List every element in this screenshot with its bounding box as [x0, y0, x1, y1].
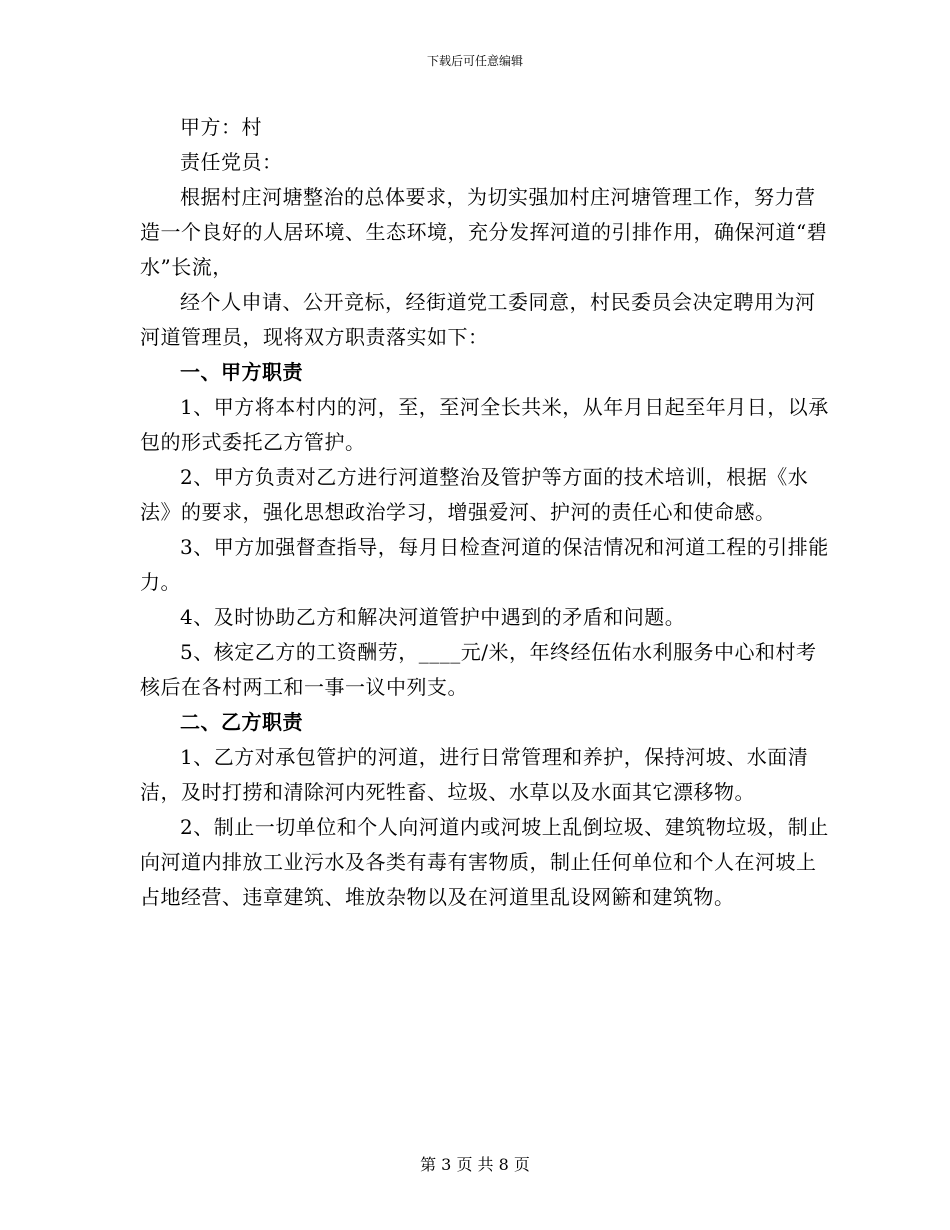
section-heading-party-a: 一、甲方职责: [180, 360, 303, 384]
party-a-item-5: 5、核定乙方的工资酬劳，____元/米，年终经伍佑水利服务中心和村考核后在各村两工和一事一议中列支。: [140, 640, 817, 699]
appointment-paragraph: 经个人申请、公开竞标，经街道党工委同意，村民委员会决定聘用为河河道管理员，现将双方职责落实如下：: [140, 290, 816, 349]
party-a-item-3: 3、甲方加强督查指导，每月日检查河道的保洁情况和河道工程的引排能力。: [140, 535, 829, 594]
party-a-item-4: 4、及时协助乙方和解决河道管护中遇到的矛盾和问题。: [180, 605, 686, 629]
party-a-item-1: 1、甲方将本村内的河，至，至河全长共米，从年月日起至年月日，以承包的形式委托乙方管护。: [140, 395, 829, 454]
party-b-item-1: 1、乙方对承包管护的河道，进行日常管理和养护，保持河坡、水面清洁，及时打捞和清除河内死牲畜、垃圾、水草以及水面其它漂移物。: [140, 745, 809, 804]
document-body: [140, 110, 830, 915]
party-a-item-2: 2、甲方负责对乙方进行河道整治及管护等方面的技术培训，根据《水法》的要求，强化思想政治学习，增强爱河、护河的责任心和使命感。: [140, 465, 809, 524]
section-heading-party-b: 二、乙方职责: [180, 710, 303, 734]
party-b-item-2: 2、制止一切单位和个人向河道内或河坡上乱倒垃圾、建筑物垃圾，制止向河道内排放工业污水及各类有毒有害物质，制止任何单位和个人在河坡上占地经营、违章建筑、堆放杂物以及在河道里乱设网簖和建筑物。: [140, 815, 829, 909]
responsible-member-line: 责任党员：: [180, 150, 283, 174]
page-footer: 第 3 页 共 8 页: [420, 1155, 530, 1174]
page-header: 下载后可任意编辑: [426, 54, 523, 68]
intro-paragraph: 根据村庄河塘整治的总体要求，为切实强加村庄河塘管理工作，努力营造一个良好的人居环境、生态环境，充分发挥河道的引排作用，确保河道“碧水”长流，: [140, 185, 828, 279]
party-a-line: 甲方：村: [180, 115, 262, 139]
